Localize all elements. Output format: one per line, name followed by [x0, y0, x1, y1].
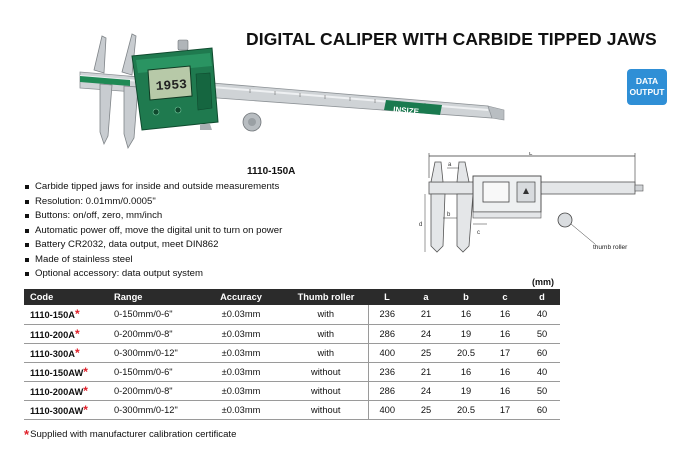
cell-d: 60 — [524, 400, 560, 419]
feature-item — [24, 209, 282, 224]
star-icon: * — [74, 307, 80, 322]
star-icon: * — [83, 383, 88, 398]
cell-accuracy: ±0.03mm — [198, 343, 284, 362]
feature-text: Automatic power off, move the digital unit to turn on power — [35, 224, 283, 236]
cell-range: 0-300mm/0-12" — [106, 400, 198, 419]
caliper-product-image — [60, 26, 505, 161]
header-accuracy: Accuracy — [198, 289, 284, 305]
cell-d: 40 — [524, 305, 560, 324]
cell-accuracy: ±0.03mm — [198, 324, 284, 343]
cell-c: 16 — [486, 305, 524, 324]
cell-b: 20.5 — [446, 343, 486, 362]
cell-thumbroller: without — [284, 362, 368, 381]
cell-d: 40 — [524, 362, 560, 381]
cell-code: 1110-200AW* — [24, 381, 106, 400]
cell-range: 0-200mm/0-8" — [106, 324, 198, 343]
brand-label: INSIZE — [392, 105, 420, 117]
cell-code: 1110-200A* — [24, 324, 106, 343]
feature-item — [24, 238, 282, 253]
footnote-star-icon: * — [24, 427, 30, 442]
bullet-icon — [25, 258, 29, 262]
feature-item — [24, 180, 282, 195]
cell-accuracy: ±0.03mm — [198, 381, 284, 400]
data-output-badge — [627, 69, 667, 105]
header-code: Code — [24, 289, 106, 305]
cell-d: 50 — [524, 381, 560, 400]
cell-a: 21 — [406, 362, 446, 381]
cell-a: 25 — [406, 400, 446, 419]
header-b: b — [446, 289, 486, 305]
dimension-diagram — [417, 152, 669, 276]
table-row — [24, 400, 560, 419]
feature-item — [24, 224, 282, 239]
feature-list — [24, 180, 282, 282]
bullet-icon — [25, 272, 29, 276]
header-L: L — [368, 289, 406, 305]
cell-b: 16 — [446, 362, 486, 381]
cell-b: 19 — [446, 324, 486, 343]
feature-text: Carbide tipped jaws for inside and outside measurements — [35, 181, 280, 192]
cell-L: 236 — [368, 362, 406, 381]
header-a: a — [406, 289, 446, 305]
dim-a-label: a — [448, 162, 452, 168]
cell-d: 50 — [524, 324, 560, 343]
star-icon: * — [83, 364, 88, 379]
dim-b-label: b — [447, 212, 451, 218]
feature-item — [24, 267, 282, 282]
cell-code: 1110-300AW* — [24, 400, 106, 419]
bullet-icon — [25, 243, 29, 247]
feature-text: Resolution: 0.01mm/0.0005" — [35, 195, 156, 207]
cell-code: 1110-150A* — [24, 305, 106, 324]
header-range: Range — [106, 289, 198, 305]
cell-range: 0-150mm/0-6" — [106, 305, 198, 324]
cell-range: 0-300mm/0-12" — [106, 343, 198, 362]
cell-accuracy: ±0.03mm — [198, 362, 284, 381]
cell-L: 286 — [368, 324, 406, 343]
cell-code: 1110-150AW* — [24, 362, 106, 381]
lcd-reading: 1953 — [155, 76, 188, 94]
cell-thumbroller: with — [284, 324, 368, 343]
bullet-icon — [25, 200, 29, 204]
cell-a: 24 — [406, 381, 446, 400]
footnote-text: Supplied with manufacturer calibration certificate — [30, 429, 237, 440]
bullet-icon — [25, 229, 29, 233]
spec-table — [24, 289, 560, 420]
cell-thumbroller: with — [284, 305, 368, 324]
product-model-label: 1110-150A — [247, 166, 296, 177]
cell-c: 17 — [486, 400, 524, 419]
table-row — [24, 381, 560, 400]
cell-a: 25 — [406, 343, 446, 362]
feature-item — [24, 253, 282, 268]
cell-L: 400 — [368, 400, 406, 419]
dim-L-label: L — [529, 152, 533, 157]
cell-b: 20.5 — [446, 400, 486, 419]
table-row — [24, 305, 560, 324]
cell-thumbroller: without — [284, 400, 368, 419]
bullet-icon — [25, 214, 29, 218]
footnote — [24, 427, 236, 442]
badge-line-2: OUTPUT — [629, 87, 665, 97]
cell-thumbroller: with — [284, 343, 368, 362]
unit-label: (mm) — [532, 277, 554, 287]
dim-c-label: c — [477, 230, 480, 236]
star-icon: * — [83, 402, 88, 417]
feature-item — [24, 195, 282, 210]
cell-c: 16 — [486, 381, 524, 400]
header-d: d — [524, 289, 560, 305]
cell-b: 19 — [446, 381, 486, 400]
header-c: c — [486, 289, 524, 305]
cell-range: 0-150mm/0-6" — [106, 362, 198, 381]
table-row — [24, 362, 560, 381]
star-icon: * — [74, 326, 80, 341]
cell-d: 60 — [524, 343, 560, 362]
badge-line-1: DATA — [635, 76, 659, 86]
cell-range: 0-200mm/0-8" — [106, 381, 198, 400]
header-thumbroller: Thumb roller — [284, 289, 368, 305]
cell-c: 16 — [486, 324, 524, 343]
cell-accuracy: ±0.03mm — [198, 400, 284, 419]
cell-c: 17 — [486, 343, 524, 362]
table-row — [24, 324, 560, 343]
cell-L: 286 — [368, 381, 406, 400]
cell-a: 21 — [406, 305, 446, 324]
cell-code: 1110-300A* — [24, 343, 106, 362]
feature-text: Optional accessory: data output system — [35, 268, 203, 279]
feature-text: Buttons: on/off, zero, mm/inch — [35, 210, 163, 221]
cell-thumbroller: without — [284, 381, 368, 400]
cell-c: 16 — [486, 362, 524, 381]
cell-accuracy: ±0.03mm — [198, 305, 284, 324]
table-header-row — [24, 289, 560, 305]
cell-b: 16 — [446, 305, 486, 324]
dim-d-label: d — [419, 222, 423, 228]
thumbroller-label: thumb roller — [593, 244, 628, 251]
cell-a: 24 — [406, 324, 446, 343]
bullet-icon — [25, 185, 29, 189]
cell-L: 236 — [368, 305, 406, 324]
feature-text: Made of stainless steel — [35, 253, 133, 265]
cell-L: 400 — [368, 343, 406, 362]
feature-text: Battery CR2032, data output, meet DIN862 — [35, 239, 219, 250]
table-row — [24, 343, 560, 362]
page-title: DIGITAL CALIPER WITH CARBIDE TIPPED JAWS — [246, 29, 657, 49]
star-icon: * — [74, 345, 80, 360]
